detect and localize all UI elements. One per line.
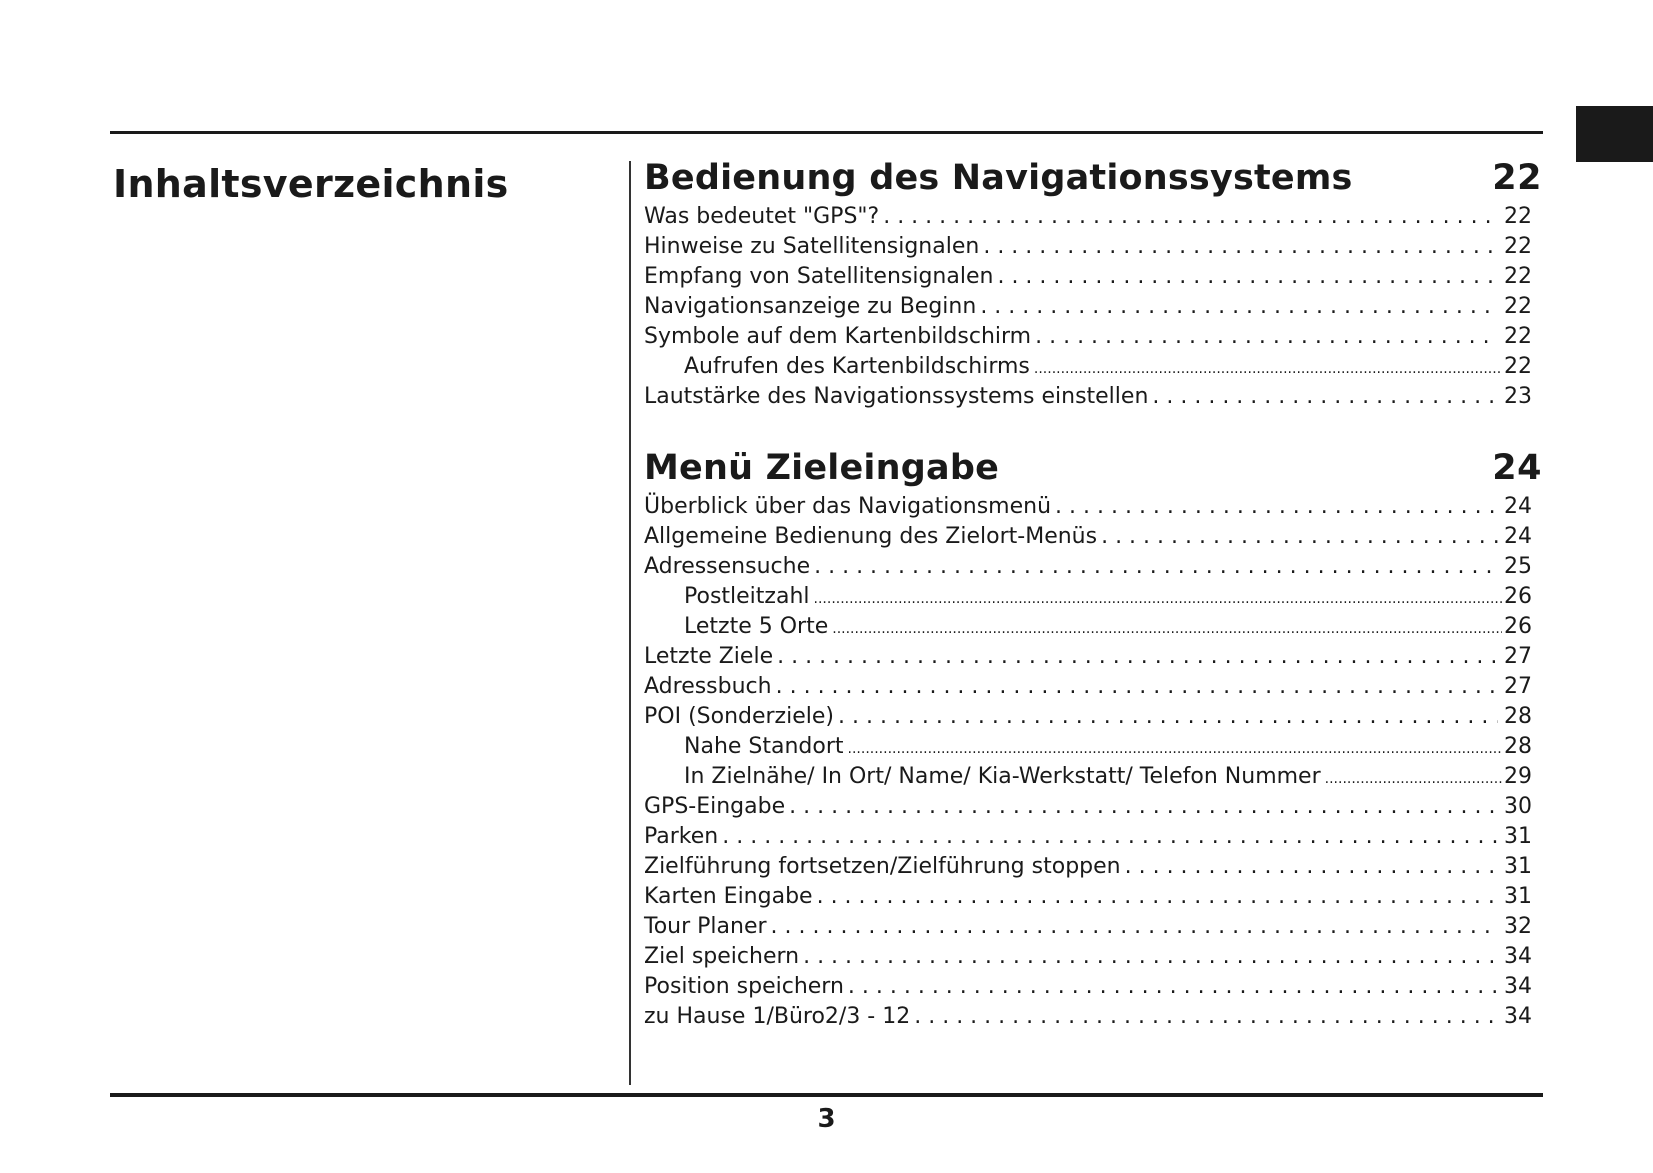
toc-entry-page: 27 <box>1504 644 1532 669</box>
toc-entry-label: Empfang von Satellitensignalen <box>644 264 994 289</box>
leader-dots <box>883 202 1498 232</box>
leader-dots <box>814 552 1498 582</box>
column-divider <box>629 161 631 1085</box>
table-of-contents <box>644 152 1542 1032</box>
toc-entry-label: Navigationsanzeige zu Beginn <box>644 294 977 319</box>
toc-entry-page: 22 <box>1504 264 1532 289</box>
toc-entry[interactable] <box>644 552 1542 582</box>
toc-entry[interactable] <box>644 292 1542 322</box>
toc-section <box>644 442 1542 1032</box>
toc-entry[interactable] <box>644 202 1542 232</box>
bottom-rule <box>110 1093 1543 1097</box>
leader-dots <box>980 292 1498 322</box>
toc-entry[interactable] <box>644 262 1542 292</box>
toc-entry[interactable] <box>644 942 1542 972</box>
page-number: 3 <box>817 1104 836 1134</box>
leader-dots <box>817 882 1498 912</box>
toc-entry-label: POI (Sonderziele) <box>644 704 834 729</box>
toc-subentry[interactable] <box>644 612 1542 642</box>
toc-entry-label: Nahe Standort <box>684 734 844 759</box>
toc-entry[interactable] <box>644 822 1542 852</box>
toc-entry-label: Was bedeutet "GPS"? <box>644 204 880 229</box>
section-heading[interactable] <box>644 442 1542 494</box>
leader-dots <box>838 702 1498 732</box>
leader-dots <box>1125 852 1498 882</box>
section-heading[interactable] <box>644 152 1542 204</box>
chapter-tab-marker <box>1576 106 1653 162</box>
section-page-number: 24 <box>1492 448 1542 488</box>
toc-entry[interactable] <box>644 492 1542 522</box>
toc-entry-label: Tour Planer <box>644 914 767 939</box>
toc-entry-page: 27 <box>1504 674 1532 699</box>
toc-entry-page: 31 <box>1504 824 1532 849</box>
toc-entry-page: 28 <box>1504 704 1532 729</box>
toc-entry-page: 31 <box>1504 854 1532 879</box>
toc-entry-label: Letzte Ziele <box>644 644 774 669</box>
toc-entry-page: 22 <box>1504 234 1532 259</box>
toc-subentry[interactable] <box>644 762 1542 792</box>
section-page-number: 22 <box>1492 158 1542 198</box>
toc-entry[interactable] <box>644 672 1542 702</box>
toc-subentry[interactable] <box>644 732 1542 762</box>
toc-entry[interactable] <box>644 522 1542 552</box>
toc-entry-page: 26 <box>1504 614 1532 639</box>
leader-dots <box>997 262 1498 292</box>
toc-entry-page: 32 <box>1504 914 1532 939</box>
leader-dots <box>722 822 1498 852</box>
toc-section <box>644 152 1542 412</box>
toc-entry-label: Letzte 5 Orte <box>684 614 829 639</box>
toc-entry[interactable] <box>644 642 1542 672</box>
leader-dots <box>789 792 1498 822</box>
leader-dots <box>814 582 1502 614</box>
toc-entry-label: Allgemeine Bedienung des Zielort-Menüs <box>644 524 1098 549</box>
toc-subentry[interactable] <box>644 582 1542 612</box>
toc-entry[interactable] <box>644 322 1542 352</box>
toc-entry-label: Aufrufen des Kartenbildschirms <box>684 354 1030 379</box>
toc-entry[interactable] <box>644 972 1542 1002</box>
toc-entry-page: 28 <box>1504 734 1532 759</box>
toc-entry-label: Ziel speichern <box>644 944 800 969</box>
toc-entry-label: In Zielnähe/ In Ort/ Name/ Kia-Werkstatt/ Telefon Nummer <box>684 764 1321 789</box>
toc-entry-page: 30 <box>1504 794 1532 819</box>
toc-entry-label: zu Hause 1/Büro2/3 - 12 <box>644 1004 911 1029</box>
toc-entry-page: 25 <box>1504 554 1532 579</box>
section-title: Menü Zieleingabe <box>644 448 1000 488</box>
toc-entry-label: Adressensuche <box>644 554 811 579</box>
toc-entry[interactable] <box>644 912 1542 942</box>
toc-entry[interactable] <box>644 852 1542 882</box>
leader-dots <box>771 912 1498 942</box>
toc-entry[interactable] <box>644 792 1542 822</box>
section-title: Bedienung des Navigationssystems <box>644 158 1353 198</box>
toc-entry[interactable] <box>644 232 1542 262</box>
toc-entry[interactable] <box>644 382 1542 412</box>
toc-entry-page: 31 <box>1504 884 1532 909</box>
toc-entry-label: GPS-Eingabe <box>644 794 786 819</box>
leader-dots <box>1152 382 1498 412</box>
toc-entry-page: 23 <box>1504 384 1532 409</box>
leader-dots <box>848 972 1498 1002</box>
leader-dots <box>914 1002 1498 1032</box>
toc-entry-label: Postleitzahl <box>684 584 810 609</box>
leader-dots <box>1035 322 1498 352</box>
toc-entry-page: 24 <box>1504 494 1532 519</box>
toc-entry-label: Symbole auf dem Kartenbildschirm <box>644 324 1032 349</box>
toc-entry-page: 22 <box>1504 324 1532 349</box>
toc-entry-label: Hinweise zu Satellitensignalen <box>644 234 980 259</box>
page-title: Inhaltsverzeichnis <box>113 162 509 206</box>
toc-subentry[interactable] <box>644 352 1542 382</box>
leader-dots <box>832 612 1502 644</box>
toc-entry-label: Position speichern <box>644 974 844 999</box>
leader-dots <box>1325 762 1502 794</box>
leader-dots <box>1055 492 1498 522</box>
toc-entry-label: Zielführung fortsetzen/Zielführung stoppen <box>644 854 1121 879</box>
toc-entry[interactable] <box>644 702 1542 732</box>
leader-dots <box>776 672 1498 702</box>
leader-dots <box>1101 522 1498 552</box>
toc-entry-label: Parken <box>644 824 719 849</box>
toc-entry-label: Adressbuch <box>644 674 772 699</box>
toc-entry-page: 34 <box>1504 1004 1532 1029</box>
leader-dots <box>983 232 1498 262</box>
toc-entry-page: 34 <box>1504 944 1532 969</box>
leader-dots <box>1034 352 1502 384</box>
toc-entry-page: 34 <box>1504 974 1532 999</box>
toc-entry[interactable] <box>644 1002 1542 1032</box>
toc-entry-label: Lautstärke des Navigationssystems einstellen <box>644 384 1149 409</box>
leader-dots <box>803 942 1498 972</box>
toc-entry-page: 26 <box>1504 584 1532 609</box>
toc-entry-page: 24 <box>1504 524 1532 549</box>
toc-entry[interactable] <box>644 882 1542 912</box>
toc-entry-page: 22 <box>1504 294 1532 319</box>
toc-entry-page: 22 <box>1504 354 1532 379</box>
toc-entry-label: Karten Eingabe <box>644 884 813 909</box>
toc-entry-label: Überblick über das Navigationsmenü <box>644 494 1052 519</box>
toc-entry-page: 22 <box>1504 204 1532 229</box>
top-rule <box>110 131 1543 134</box>
leader-dots <box>848 732 1502 764</box>
leader-dots <box>777 642 1498 672</box>
toc-entry-page: 29 <box>1504 764 1532 789</box>
